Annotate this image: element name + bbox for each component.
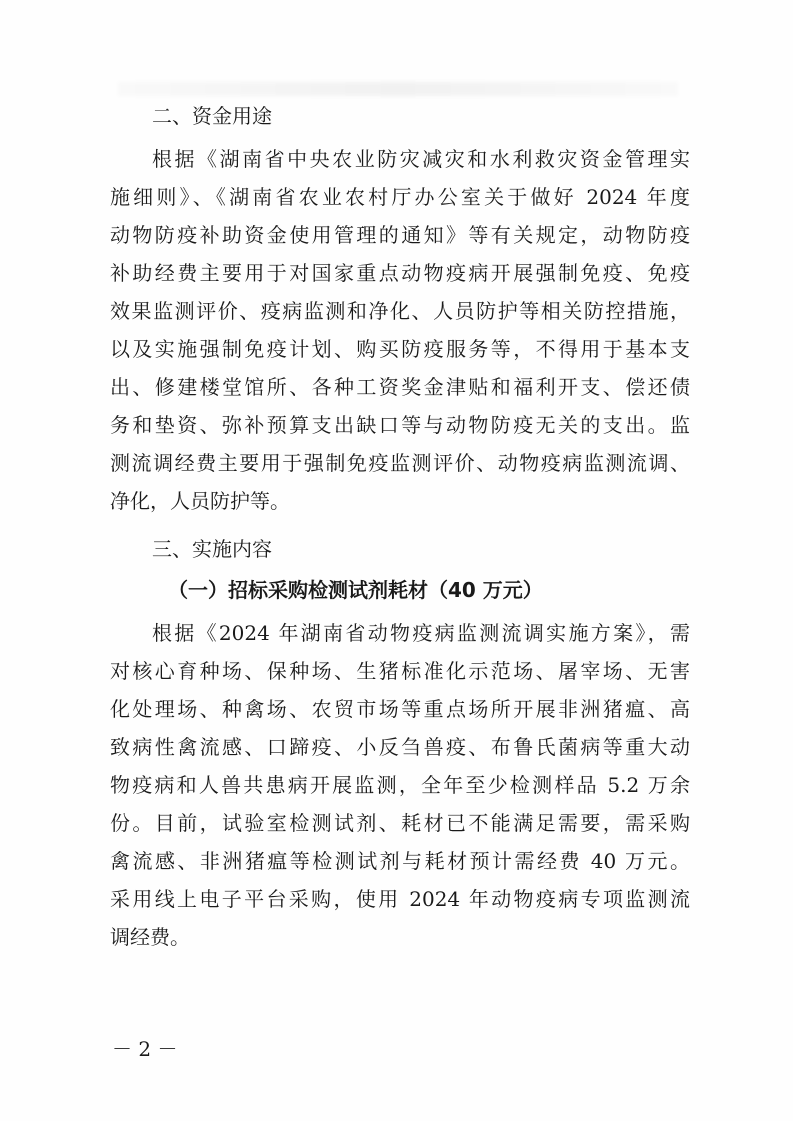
sub1-line-7: 禽流感、非洲猪瘟等检测试剂与耗材预计需经费 40 万元。	[110, 849, 690, 873]
section2-line-7: 出、修建楼堂馆所、各种工资奖金津贴和福利开支、偿还债	[110, 375, 690, 399]
sub1-line-1: 根据《2024 年湖南省动物疫病监测流调实施方案》，需	[152, 621, 690, 645]
sub1-line-4: 致病性禽流感、口蹄疫、小反刍兽疫、布鲁氏菌病等重大动	[110, 735, 690, 759]
scan-artifact	[118, 82, 678, 96]
sub1-line-9: 调经费。	[110, 925, 190, 949]
section3-sub1-heading: （一）招标采购检测试剂耗材（40 万元）	[168, 578, 543, 602]
page-number: － 2 －	[112, 1037, 178, 1061]
sub1-line-5: 物疫病和人兽共患病开展监测，全年至少检测样品 5.2 万余	[110, 773, 690, 797]
section2-line-2: 施细则》、《湖南省农业农村厅办公室关于做好 2024 年度	[110, 185, 690, 209]
sub1-line-2: 对核心育种场、保种场、生猪标准化示范场、屠宰场、无害	[110, 659, 690, 683]
section3-heading: 三、实施内容	[152, 537, 272, 561]
sub1-line-8: 采用线上电子平台采购，使用 2024 年动物疫病专项监测流	[110, 887, 690, 911]
section2-line-1: 根据《湖南省中央农业防灾减灾和水利救灾资金管理实	[152, 147, 690, 171]
section2-line-8: 务和垫资、弥补预算支出缺口等与动物防疫无关的支出。监	[110, 413, 690, 437]
section2-heading: 二、资金用途	[152, 104, 272, 128]
section2-line-9: 测流调经费主要用于强制免疫监测评价、动物疫病监测流调、	[110, 451, 690, 475]
section2-line-4: 补助经费主要用于对国家重点动物疫病开展强制免疫、免疫	[110, 261, 690, 285]
section2-line-3: 动物防疫补助资金使用管理的通知》等有关规定，动物防疫	[110, 223, 690, 247]
section2-line-5: 效果监测评价、疫病监测和净化、人员防护等相关防控措施，	[110, 299, 690, 323]
sub1-line-6: 份。目前，试验室检测试剂、耗材已不能满足需要，需采购	[110, 811, 690, 835]
section2-line-6: 以及实施强制免疫计划、购买防疫服务等，不得用于基本支	[110, 337, 690, 361]
section2-line-10: 净化，人员防护等。	[110, 489, 290, 513]
sub1-line-3: 化处理场、种禽场、农贸市场等重点场所开展非洲猪瘟、高	[110, 697, 690, 721]
